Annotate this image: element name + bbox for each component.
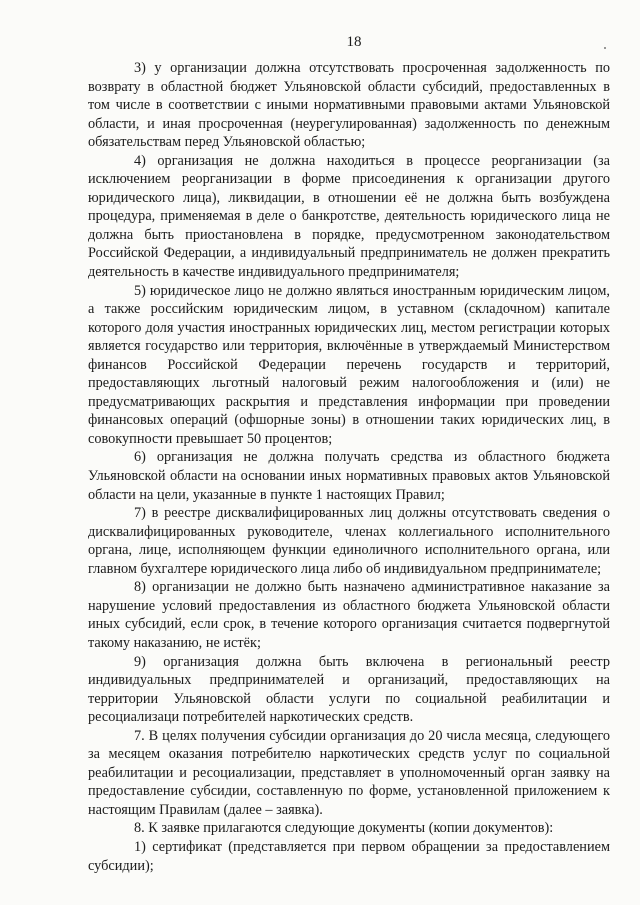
paragraph-item-3: 3) у организации должна отсутствовать просроченная задолженность по возврату в областной бюджет Ульяновской области субсидий, предоставленных в том числе в соответствии с иными нормативными правовыми актами Ульяновской области, и иная просроченная (неурегулированная) задолженность по денежным обязательствам перед Ульяновской областью;	[88, 60, 610, 151]
paragraph-item-4: 4) организация не должна находиться в процессе реорганизации (за исключением реорганизации в форме присоединения к организации другого юридического лица), ликвидации, в отношении её не должна быть возбуждена процедура, применяемая в деле о банкротстве, деятельность юридического лица не должна быть приостановлена в порядке, предусмотренном законодательством Российской Федерации, а индивидуальный предприниматель не должен прекратить деятельность в качестве индивидуального предпринимателя;	[88, 152, 610, 281]
paragraph-item-6: 6) организация не должна получать средства из областного бюджета Ульяновской области на основании иных нормативных правовых актов Ульяновской области на цели, указанные в пункте 1 настоящих Правил;	[88, 449, 610, 503]
paragraph-subitem-1: 1) сертификат (представляется при первом обращении за предоставлением субсидии);	[88, 838, 610, 874]
paragraph-section-7: 7. В целях получения субсидии организация до 20 числа месяца, следующего за месяцем оказания потребителю наркотических средств услуг по социальной реабилитации и ресоциализации, представляет в уполномоченный орган заявку на предоставление субсидии, составленную по форме, установленной приложением к настоящим Правилам (далее – заявка).	[88, 727, 610, 818]
paragraph-section-8: 8. К заявке прилагаются следующие документы (копии документов):	[134, 820, 554, 837]
page-number: 18	[346, 34, 362, 50]
paragraph-item-9: 9) организация должна быть включена в региональный реестр индивидуальных предпринимателей и организаций, предоставляющих на территории Ульяновской области услуги по социальной реабилитации и ресоциализаци потребителей наркотических средств.	[88, 653, 610, 726]
paragraph-item-7: 7) в реестре дисквалифицированных лиц должны отсутствовать сведения о дисквалифицированных руководителе, членах коллегиального исполнительного органа, лице, исполняющем функции единоличного исполнительного органа, или главном бухгалтере юридического лица либо об индивидуальном предпринимателе;	[88, 505, 610, 577]
scan-speck	[604, 47, 606, 49]
paragraph-item-8: 8) организации не должно быть назначено административное наказание за нарушение условий предоставления из областного бюджета Ульяновской области иных субсидий, если срок, в течение которого организация считается подвергнутой такому наказанию, не истёк;	[88, 579, 610, 651]
paragraph-item-5: 5) юридическое лицо не должно являться иностранным юридическим лицом, а также российским юридическим лицом, в уставном (складочном) капитале которого доля участия иностранных юридических лиц, местом регистрации которых является государство или территория, включённые в утверждаемый Министерством финансов Российской Федерации перечень государств и территорий, предоставляющих льготный налоговый режим налогообложения и (или) не предусматривающих раскрытия и представления информации при проведении финансовых операций (офшорные зоны) в отношении таких юридических лиц, в совокупности превышает 50 процентов;	[88, 282, 610, 447]
